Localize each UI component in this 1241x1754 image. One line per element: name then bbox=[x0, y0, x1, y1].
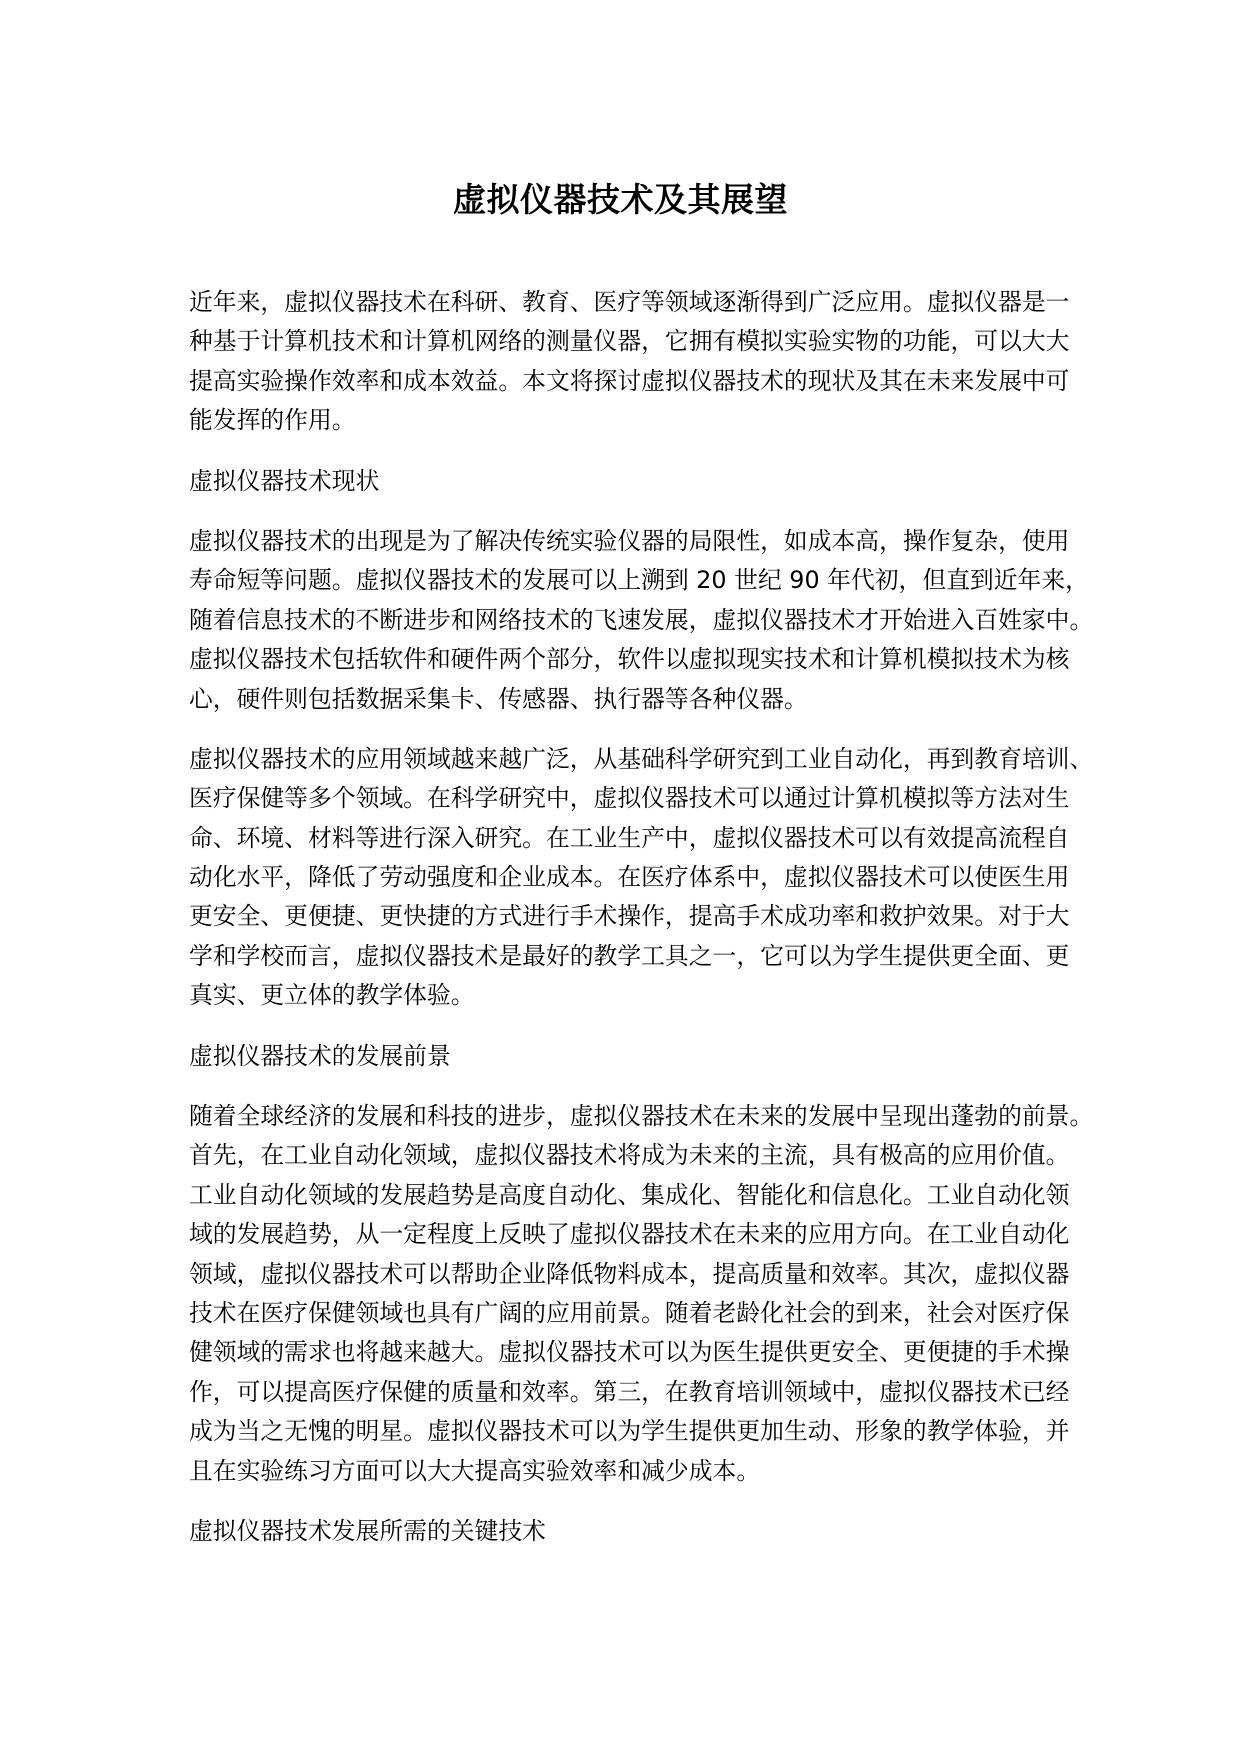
status-paragraph-1 bbox=[189, 522, 1099, 719]
text-line: 真实、更立体的教学体验。 bbox=[189, 981, 475, 1010]
text-line: 首先，在工业自动化领域，虚拟仪器技术将成为未来的主流，具有极高的应用价值。 bbox=[189, 1141, 1070, 1170]
text-line: 能发挥的作用。 bbox=[189, 406, 356, 435]
section-heading-prospects: 虚拟仪器技术的发展前景 bbox=[189, 1041, 451, 1070]
document-title: 虚拟仪器技术及其展望 bbox=[453, 180, 788, 219]
text-line: 成为当之无愧的明星。虚拟仪器技术可以为学生提供更加生动、形象的教学体验，并 bbox=[189, 1417, 1070, 1446]
text-line: 寿命短等问题。虚拟仪器技术的发展可以上溯到 20 世纪 90 年代初，但直到近年来， bbox=[189, 566, 1089, 595]
text-line: 工业自动化领域的发展趋势是高度自动化、集成化、智能化和信息化。工业自动化领 bbox=[189, 1180, 1070, 1209]
text-line: 虚拟仪器技术的出现是为了解决传统实验仪器的局限性，如成本高，操作复杂，使用 bbox=[189, 526, 1070, 555]
text-line: 域的发展趋势，从一定程度上反映了虚拟仪器技术在未来的应用方向。在工业自动化 bbox=[189, 1220, 1070, 1249]
section-heading-status: 虚拟仪器技术现状 bbox=[189, 466, 380, 495]
intro-paragraph bbox=[189, 283, 1099, 441]
text-line: 作，可以提高医疗保健的质量和效率。第三，在教育培训领域中，虚拟仪器技术已经 bbox=[189, 1377, 1070, 1406]
text-line: 虚拟仪器技术的应用领域越来越广泛，从基础科学研究到工业自动化，再到教育培训、 bbox=[189, 744, 1094, 773]
text-line: 更安全、更便捷、更快捷的方式进行手术操作，提高手术成功率和救护效果。对于大 bbox=[189, 902, 1070, 931]
text-line: 健领域的需求也将越来越大。虚拟仪器技术可以为医生提供更安全、更便捷的手术操 bbox=[189, 1338, 1070, 1367]
prospects-paragraph-1 bbox=[189, 1097, 1099, 1491]
text-line: 心，硬件则包括数据采集卡、传感器、执行器等各种仪器。 bbox=[189, 684, 808, 713]
section-heading-key-technologies: 虚拟仪器技术发展所需的关键技术 bbox=[189, 1516, 546, 1545]
text-line: 领域，虚拟仪器技术可以帮助企业降低物料成本，提高质量和效率。其次，虚拟仪器 bbox=[189, 1259, 1070, 1288]
text-line: 动化水平，降低了劳动强度和企业成本。在医疗体系中，虚拟仪器技术可以使医生用 bbox=[189, 863, 1070, 892]
status-paragraph-2 bbox=[189, 740, 1099, 1016]
text-line: 随着全球经济的发展和科技的进步，虚拟仪器技术在未来的发展中呈现出蓬勃的前景。 bbox=[189, 1102, 1094, 1131]
text-line: 虚拟仪器技术包括软件和硬件两个部分，软件以虚拟现实技术和计算机模拟技术为核 bbox=[189, 645, 1070, 674]
text-line: 种基于计算机技术和计算机网络的测量仪器，它拥有模拟实验实物的功能，可以大大 bbox=[189, 327, 1070, 356]
document-body bbox=[189, 283, 1099, 1572]
text-line: 命、环境、材料等进行深入研究。在工业生产中，虚拟仪器技术可以有效提高流程自 bbox=[189, 823, 1070, 852]
text-line: 随着信息技术的不断进步和网络技术的飞速发展，虚拟仪器技术才开始进入百姓家中。 bbox=[189, 605, 1094, 634]
text-line: 近年来，虚拟仪器技术在科研、教育、医疗等领域逐渐得到广泛应用。虚拟仪器是一 bbox=[189, 288, 1070, 316]
text-line: 提高实验操作效率和成本效益。本文将探讨虚拟仪器技术的现状及其在未来发展中可 bbox=[189, 366, 1070, 395]
text-line: 学和学校而言，虚拟仪器技术是最好的教学工具之一，它可以为学生提供更全面、更 bbox=[189, 941, 1070, 970]
text-line: 技术在医疗保健领域也具有广阔的应用前景。随着老龄化社会的到来，社会对医疗保 bbox=[189, 1298, 1070, 1327]
text-line: 医疗保健等多个领域。在科学研究中，虚拟仪器技术可以通过计算机模拟等方法对生 bbox=[189, 784, 1070, 813]
text-line: 且在实验练习方面可以大大提高实验效率和减少成本。 bbox=[189, 1456, 761, 1485]
